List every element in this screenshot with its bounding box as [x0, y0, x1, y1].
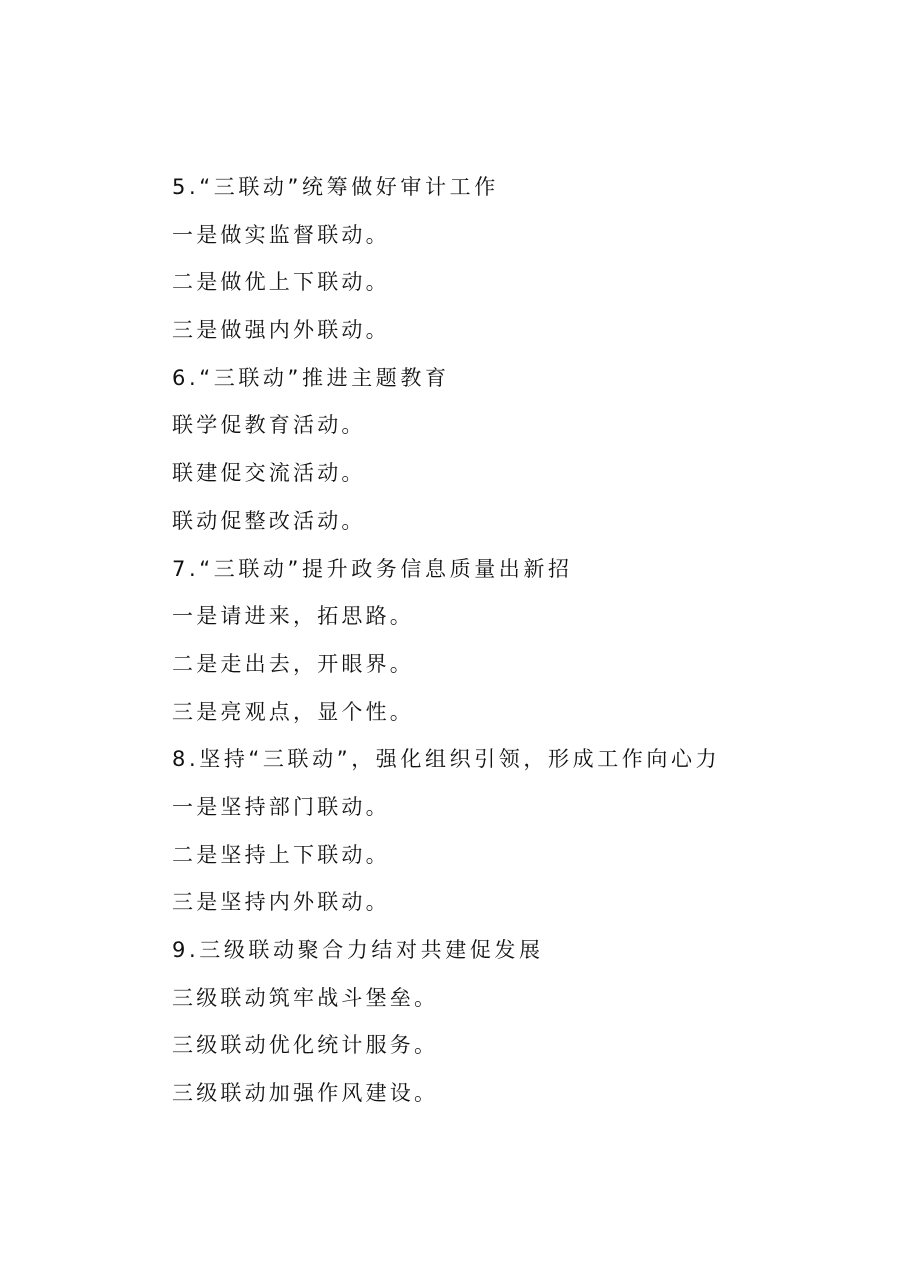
document-body: [172, 164, 872, 1118]
section-heading: 5.“三联动”统筹做好审计工作: [172, 175, 499, 199]
section-item: 一是坚持部门联动。: [172, 794, 390, 819]
section-heading: 6.“三联动”推进主题教育: [172, 365, 450, 390]
section-heading: 8.坚持“三联动”，强化组织引领，形成工作向心力: [172, 747, 721, 772]
section-item: 三级联动筑牢战斗堡垒。: [172, 985, 439, 1010]
section-item: 三是做强内外联动。: [172, 318, 390, 343]
section-item: 一是请进来，拓思路。: [172, 604, 414, 629]
section-item: 三级联动加强作风建设。: [172, 1081, 439, 1106]
section-item: 三是坚持内外联动。: [172, 890, 390, 915]
section-item: 三级联动优化统计服务。: [172, 1033, 439, 1058]
section-item: 一是做实监督联动。: [172, 222, 390, 247]
section-heading: 9.三级联动聚合力结对共建促发展: [172, 938, 544, 962]
section-item: 三是亮观点，显个性。: [172, 699, 414, 724]
section-item: 二是做优上下联动。: [172, 270, 390, 295]
section-item: 二是坚持上下联动。: [172, 842, 390, 867]
section-item: 联动促整改活动。: [172, 508, 366, 533]
section-item: 联建促交流活动。: [172, 461, 366, 486]
section-heading: 7.“三联动”提升政务信息质量出新招: [172, 556, 573, 581]
section-item: 联学促教育活动。: [172, 413, 366, 438]
section-item: 二是走出去，开眼界。: [172, 651, 414, 676]
